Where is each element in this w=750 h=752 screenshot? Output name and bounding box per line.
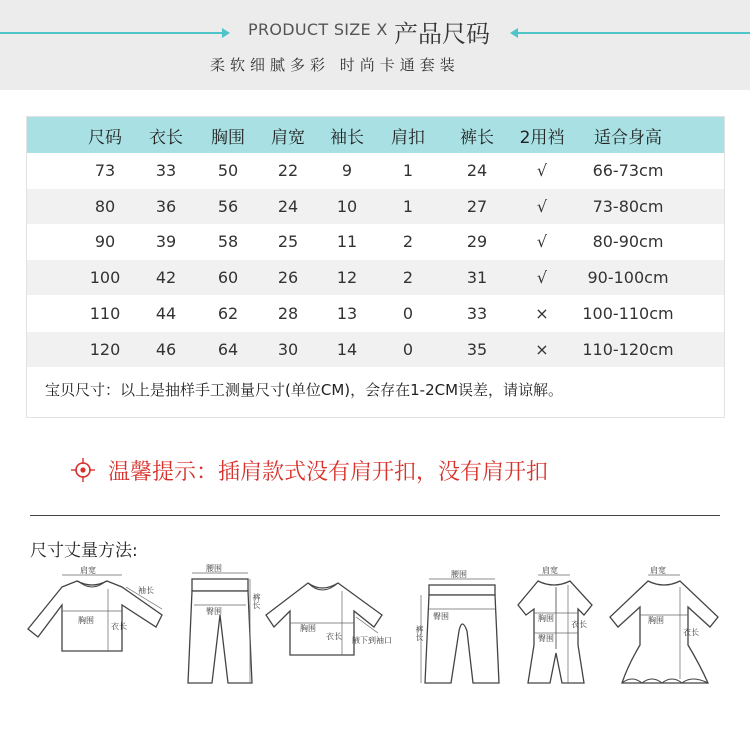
header-line-right	[518, 32, 750, 34]
header-cell-height: 适合身高	[594, 127, 662, 148]
raglan-sleeve-label: 腋下到袖口	[352, 636, 392, 645]
table-cell-size: 73	[94, 161, 116, 180]
section-divider	[30, 515, 720, 516]
header-band	[0, 0, 750, 90]
table-cell-pants-length: 31	[466, 268, 488, 288]
table-cell-chest: 58	[217, 232, 239, 252]
pants-illustration	[180, 565, 260, 690]
table-cell-crotch: √	[536, 161, 548, 180]
table-cell-height: 90-100cm	[587, 268, 669, 288]
pants-waist-label: 腰围	[206, 564, 222, 573]
dress-diagram	[608, 565, 733, 690]
table-cell-chest: 56	[217, 196, 239, 216]
table-cell-height: 73-80cm	[592, 196, 664, 216]
dress-illustration	[608, 565, 733, 690]
table-cell-length: 44	[155, 303, 177, 323]
table-cell-shoulder: 25	[277, 232, 299, 252]
dress-length-label: 衣长	[683, 628, 699, 637]
table-cell-button: 1	[402, 161, 414, 180]
table-cell-button: 1	[402, 196, 414, 216]
table-cell-size: 110	[89, 303, 121, 323]
table-cell-sleeve: 10	[336, 196, 358, 216]
table-cell-sleeve: 9	[341, 161, 353, 180]
header-cell-length: 衣长	[149, 127, 183, 148]
pants-diagram	[180, 565, 260, 690]
table-cell-pants-length: 33	[466, 303, 488, 323]
raglan-chest-label: 胸围	[300, 624, 316, 633]
shirt-illustration	[22, 565, 172, 655]
table-cell-length: 42	[155, 268, 177, 288]
romper-hip-label: 臀围	[538, 634, 554, 643]
header-title-en: PRODUCT SIZE X	[248, 20, 388, 39]
table-cell-sleeve: 13	[336, 303, 358, 323]
table-cell-chest: 50	[217, 161, 239, 180]
header-line-left	[0, 32, 222, 34]
romper-illustration	[508, 565, 603, 690]
raglan-length-label: 衣长	[326, 632, 342, 641]
trousers-hip-label: 臀围	[433, 612, 449, 621]
pants-length-label: 裤长	[252, 593, 261, 609]
table-cell-crotch: √	[536, 196, 548, 216]
table-row	[27, 153, 724, 188]
header-cell-size: 尺码	[88, 127, 122, 148]
table-cell-size: 90	[94, 232, 116, 252]
header-cell-pants-length: 裤长	[460, 127, 494, 148]
table-row	[27, 224, 724, 259]
table-cell-shoulder: 22	[277, 161, 299, 180]
table-cell-crotch: √	[536, 232, 548, 252]
warm-tip	[70, 455, 548, 485]
dress-shoulder-label: 肩宽	[650, 566, 666, 575]
method-title: 尺寸丈量方法:	[30, 541, 138, 561]
table-row	[27, 332, 724, 367]
table-cell-pants-length: 35	[466, 339, 488, 359]
table-row	[27, 260, 724, 295]
table-cell-button: 2	[402, 268, 414, 288]
table-cell-height: 66-73cm	[592, 161, 664, 180]
table-cell-sleeve: 14	[336, 339, 358, 359]
raglan-diagram	[262, 565, 402, 660]
shirt-chest-label: 胸围	[78, 616, 94, 625]
table-cell-button: 2	[402, 232, 414, 252]
raglan-illustration	[262, 565, 402, 660]
table-cell-crotch: ×	[535, 339, 549, 359]
table-cell-button: 0	[402, 339, 414, 359]
table-cell-pants-length: 29	[466, 232, 488, 252]
trousers-length-label: 裤长	[415, 625, 424, 641]
table-cell-button: 0	[402, 303, 414, 323]
table-cell-shoulder: 26	[277, 268, 299, 288]
header-cell-button: 肩扣	[391, 127, 425, 148]
table-cell-length: 36	[155, 196, 177, 216]
table-cell-size: 100	[89, 268, 121, 288]
trousers-waist-label: 腰围	[451, 570, 467, 579]
dress-chest-label: 胸围	[648, 616, 664, 625]
table-cell-height: 100-110cm	[582, 303, 674, 323]
romper-shoulder-label: 肩宽	[542, 566, 558, 575]
size-table	[26, 116, 725, 418]
table-cell-crotch: ×	[535, 303, 549, 323]
shirt-length-label: 衣长	[111, 622, 127, 631]
table-cell-pants-length: 27	[466, 196, 488, 216]
table-cell-length: 39	[155, 232, 177, 252]
table-cell-shoulder: 28	[277, 303, 299, 323]
table-cell-crotch: √	[536, 268, 548, 288]
header-title-cn: 产品尺码	[394, 20, 490, 48]
table-header-row	[27, 117, 724, 153]
table-cell-length: 46	[155, 339, 177, 359]
header-cell-chest: 胸围	[211, 127, 245, 148]
table-cell-shoulder: 30	[277, 339, 299, 359]
table-cell-chest: 60	[217, 268, 239, 288]
table-cell-size: 80	[94, 196, 116, 216]
shirt-shoulder-label: 肩宽	[80, 566, 96, 575]
table-note: 宝贝尺寸：以上是抽样手工测量尺寸(单位CM)，会存在1-2CM误差，请谅解。	[45, 381, 564, 399]
table-cell-height: 110-120cm	[582, 339, 674, 359]
header-subtitle: 柔软细腻多彩 时尚卡通套装	[210, 56, 460, 74]
header-cell-sleeve: 袖长	[330, 127, 364, 148]
pants-hip-label: 臀围	[206, 607, 222, 616]
trousers-illustration	[415, 565, 510, 690]
header-arrow-right-icon	[510, 28, 518, 38]
table-row	[27, 296, 724, 331]
shirt-diagram	[22, 565, 172, 655]
table-cell-size: 120	[89, 339, 121, 359]
table-cell-shoulder: 24	[277, 196, 299, 216]
target-icon	[70, 457, 96, 483]
header-arrow-left-icon	[222, 28, 230, 38]
table-cell-length: 33	[155, 161, 177, 180]
table-cell-chest: 64	[217, 339, 239, 359]
table-row	[27, 189, 724, 224]
romper-length-label: 衣长	[571, 620, 587, 629]
table-cell-height: 80-90cm	[592, 232, 664, 252]
romper-chest-label: 胸围	[538, 614, 554, 623]
tip-text: 温馨提示：插肩款式没有肩开扣，没有肩开扣	[108, 459, 549, 485]
header-cell-crotch: 2用裆	[519, 127, 565, 148]
header-cell-shoulder: 肩宽	[271, 127, 305, 148]
table-cell-pants-length: 24	[466, 161, 488, 180]
shirt-sleeve-label: 袖长	[138, 586, 154, 595]
romper-diagram	[508, 565, 603, 690]
table-cell-sleeve: 12	[336, 268, 358, 288]
table-cell-sleeve: 11	[336, 232, 358, 252]
table-cell-chest: 62	[217, 303, 239, 323]
trousers-diagram	[415, 565, 510, 690]
